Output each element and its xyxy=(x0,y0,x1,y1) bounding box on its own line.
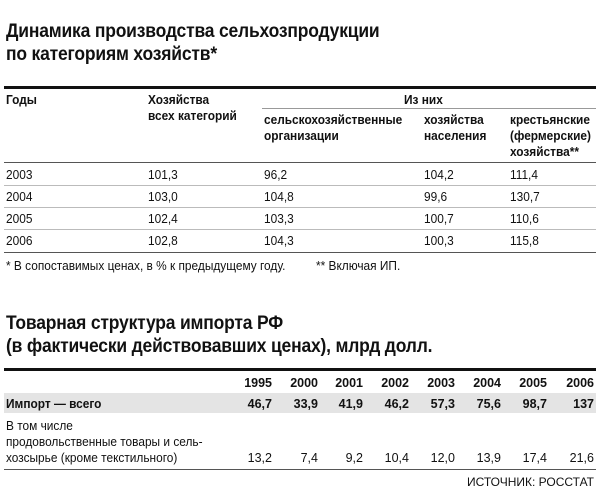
header-all-line1: Хозяйства xyxy=(148,93,210,107)
total-label: Импорт — всего xyxy=(6,397,102,411)
row-year: 2005 xyxy=(6,212,33,226)
header-farm-line2: (фермерские) xyxy=(510,129,591,143)
row-all: 103,0 xyxy=(148,190,178,204)
header-of-them: Из них xyxy=(404,93,443,107)
row-farm: 130,7 xyxy=(510,190,540,204)
row-year: 2004 xyxy=(6,190,33,204)
table1-bottom-rule xyxy=(4,252,596,253)
year-header: 2005 xyxy=(519,376,547,390)
header-farm-line3: хозяйства** xyxy=(510,145,579,159)
row-all: 102,4 xyxy=(148,212,178,226)
table1-header-rule xyxy=(4,162,596,163)
row-pop: 104,2 xyxy=(424,168,454,182)
food-value: 17,4 xyxy=(522,451,547,465)
table1-title-line2: по категориям хозяйств* xyxy=(6,44,217,65)
header-all-line2: всех категорий xyxy=(148,109,237,123)
source-note: ИСТОЧНИК: РОССТАТ xyxy=(466,475,594,489)
row-all: 101,3 xyxy=(148,168,178,182)
header-pop-line2: населения xyxy=(424,129,487,143)
footnote-2: ** Включая ИП. xyxy=(316,259,401,273)
year-header: 2006 xyxy=(566,376,594,390)
table1-title xyxy=(6,20,379,66)
table1-title-line1: Динамика производства сельхозпродукции xyxy=(6,21,380,42)
total-value: 33,9 xyxy=(293,397,318,411)
food-value: 9,2 xyxy=(345,451,363,465)
food-value: 13,2 xyxy=(247,451,272,465)
total-value: 46,2 xyxy=(384,397,409,411)
food-value: 7,4 xyxy=(300,451,318,465)
year-header: 2004 xyxy=(473,376,501,390)
year-header: 2000 xyxy=(290,376,318,390)
food-value: 12,0 xyxy=(430,451,455,465)
row-divider xyxy=(4,185,596,186)
total-value: 137 xyxy=(573,397,594,411)
of-them-rule xyxy=(262,108,596,109)
table2-title xyxy=(6,312,432,358)
food-value: 21,6 xyxy=(569,451,594,465)
table2-top-rule xyxy=(4,368,596,371)
year-header: 2001 xyxy=(335,376,363,390)
row-year: 2003 xyxy=(6,168,33,182)
row-all: 102,8 xyxy=(148,234,178,248)
year-header: 2002 xyxy=(381,376,409,390)
food-value: 10,4 xyxy=(384,451,409,465)
row-agri: 96,2 xyxy=(264,168,288,182)
row-pop: 100,3 xyxy=(424,234,454,248)
row-year: 2006 xyxy=(6,234,33,248)
total-value: 75,6 xyxy=(476,397,501,411)
row-pop: 99,6 xyxy=(424,190,448,204)
row-agri: 104,3 xyxy=(264,234,294,248)
row-farm: 111,4 xyxy=(510,168,538,182)
food-label-line1: В том числе xyxy=(6,419,73,433)
total-value: 41,9 xyxy=(338,397,363,411)
row-divider xyxy=(4,207,596,208)
row-pop: 100,7 xyxy=(424,212,454,226)
table1-top-rule xyxy=(4,86,596,89)
total-value: 98,7 xyxy=(522,397,547,411)
row-divider xyxy=(4,229,596,230)
row-agri: 104,8 xyxy=(264,190,294,204)
table2-bottom-rule xyxy=(4,469,596,470)
row-agri: 103,3 xyxy=(264,212,294,226)
row-farm: 110,6 xyxy=(510,212,539,226)
total-value: 57,3 xyxy=(430,397,455,411)
header-years: Годы xyxy=(6,93,37,107)
header-farm-line1: крестьянские xyxy=(510,113,590,127)
table2-title-line1: Товарная структура импорта РФ xyxy=(6,313,283,334)
row-farm: 115,8 xyxy=(510,234,539,248)
header-pop-line1: хозяйства xyxy=(424,113,484,127)
total-value: 46,7 xyxy=(247,397,272,411)
food-label-line3: хозсырье (кроме текстильного) xyxy=(6,451,178,465)
header-agri-line2: организации xyxy=(264,129,339,143)
food-label-line2: продовольственные товары и сель- xyxy=(6,435,203,449)
year-header: 2003 xyxy=(427,376,455,390)
table2-title-line2: (в фактически действовавших ценах), млрд долл. xyxy=(6,336,433,357)
header-agri-line1: сельскохозяйственные xyxy=(264,113,403,127)
year-header: 1995 xyxy=(244,376,272,390)
footnote-1: * В сопоставимых ценах, в % к предыдущему году. xyxy=(6,259,286,273)
food-value: 13,9 xyxy=(476,451,501,465)
